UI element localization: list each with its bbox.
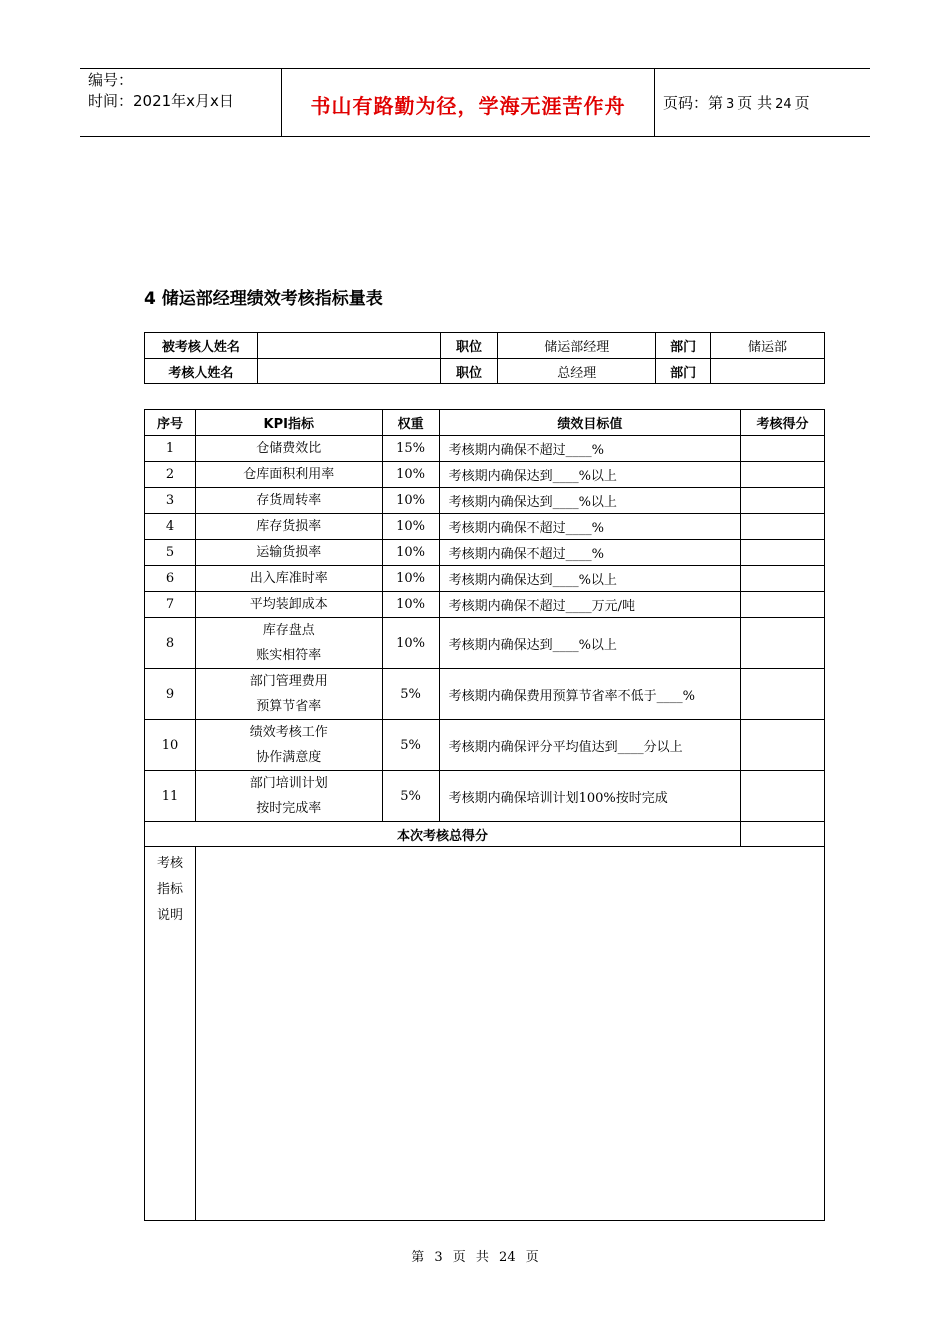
- kpi-no: 1: [145, 436, 196, 462]
- kpi-row: [145, 592, 825, 618]
- kpi-row: [145, 669, 825, 720]
- kpi-target: 考核期内确保不超过____%: [439, 540, 741, 566]
- col-header-no: 序号: [145, 410, 196, 436]
- kpi-target: 考核期内确保达到____%以上: [439, 462, 741, 488]
- kpi-name: [195, 514, 382, 540]
- kpi-target: 考核期内确保费用预算节省率不低于____%: [439, 669, 741, 720]
- kpi-name-line: 库存盘点: [262, 623, 315, 638]
- kpi-name-line: 出入库准时率: [249, 571, 328, 586]
- kpi-weight: 10%: [382, 514, 439, 540]
- kpi-score-field[interactable]: [741, 669, 825, 720]
- info-row: [145, 333, 825, 359]
- kpi-name-line: 仓库面积利用率: [243, 467, 335, 482]
- page-prefix: 页码：第: [663, 94, 724, 112]
- header-page-info: [663, 92, 810, 113]
- kpi-row: [145, 540, 825, 566]
- kpi-name: [195, 771, 382, 822]
- assessor-department-field[interactable]: [711, 359, 825, 384]
- notes-label-line: 指标: [156, 882, 183, 897]
- kpi-name-line: 仓储费效比: [256, 441, 322, 456]
- kpi-target: 考核期内确保达到____%以上: [439, 566, 741, 592]
- kpi-target: 考核期内确保评分平均值达到____分以上: [439, 720, 741, 771]
- kpi-target: 考核期内确保培训计划100%按时完成: [439, 771, 741, 822]
- kpi-target: 考核期内确保不超过____%: [439, 514, 741, 540]
- kpi-weight: 5%: [382, 669, 439, 720]
- kpi-score-field[interactable]: [741, 540, 825, 566]
- department-label: 部门: [656, 359, 711, 384]
- kpi-score-field[interactable]: [741, 566, 825, 592]
- header-top-rule: [80, 68, 870, 69]
- total-score-label: 本次考核总得分: [145, 822, 741, 847]
- kpi-name-line: 存货周转率: [256, 493, 322, 508]
- kpi-no: 11: [145, 771, 196, 822]
- kpi-row: [145, 488, 825, 514]
- col-header-weight: 权重: [382, 410, 439, 436]
- kpi-weight: 10%: [382, 462, 439, 488]
- info-row: [145, 359, 825, 384]
- kpi-row: [145, 771, 825, 822]
- kpi-score-field[interactable]: [741, 592, 825, 618]
- kpi-name-line: 库存货损率: [256, 519, 322, 534]
- kpi-weight: 5%: [382, 720, 439, 771]
- kpi-row: [145, 436, 825, 462]
- kpi-score-field[interactable]: [741, 618, 825, 669]
- kpi-no: 6: [145, 566, 196, 592]
- time-label: 时间：2021年x月x日: [88, 92, 234, 110]
- kpi-no: 7: [145, 592, 196, 618]
- col-header-kpi: KPI指标: [195, 410, 382, 436]
- page-mid: 页 共: [737, 94, 773, 112]
- assessor-name-field[interactable]: [257, 359, 440, 384]
- assessee-name-label: 被考核人姓名: [145, 333, 258, 359]
- kpi-header-row: [145, 410, 825, 436]
- kpi-name-line: 预算节省率: [256, 699, 322, 714]
- kpi-score-field[interactable]: [741, 462, 825, 488]
- kpi-name: [195, 462, 382, 488]
- assessee-department-value: 储运部: [711, 333, 825, 359]
- kpi-target: 考核期内确保达到____%以上: [439, 618, 741, 669]
- total-row: [145, 822, 825, 847]
- kpi-name-line: 部门培训计划: [249, 776, 328, 791]
- kpi-name: [195, 618, 382, 669]
- assessee-position-value: 储运部经理: [498, 333, 656, 359]
- kpi-no: 2: [145, 462, 196, 488]
- kpi-target: 考核期内确保达到____%以上: [439, 488, 741, 514]
- kpi-no: 5: [145, 540, 196, 566]
- header-bottom-rule: [80, 136, 870, 137]
- notes-label-line: 说明: [156, 908, 183, 923]
- kpi-row: [145, 618, 825, 669]
- page-footer: 第 3 页 共 24 页: [411, 1250, 539, 1265]
- kpi-name: [195, 592, 382, 618]
- kpi-name-line: 账实相符率: [256, 648, 322, 663]
- page-number: 3: [726, 97, 735, 112]
- position-label: 职位: [440, 333, 498, 359]
- notes-field[interactable]: [195, 847, 824, 1221]
- kpi-weight: 10%: [382, 488, 439, 514]
- kpi-row: [145, 462, 825, 488]
- total-score-field[interactable]: [741, 822, 825, 847]
- kpi-name-line: 部门管理费用: [249, 674, 328, 689]
- info-table: [144, 332, 825, 384]
- kpi-no: 4: [145, 514, 196, 540]
- kpi-no: 9: [145, 669, 196, 720]
- kpi-name: [195, 669, 382, 720]
- kpi-no: 10: [145, 720, 196, 771]
- kpi-target: 考核期内确保不超过____万元/吨: [439, 592, 741, 618]
- department-label: 部门: [656, 333, 711, 359]
- kpi-name-line: 协作满意度: [256, 750, 322, 765]
- kpi-row: [145, 720, 825, 771]
- kpi-target: 考核期内确保不超过____%: [439, 436, 741, 462]
- page-total: 24: [775, 97, 792, 112]
- kpi-row: [145, 514, 825, 540]
- kpi-no: 3: [145, 488, 196, 514]
- kpi-name: [195, 566, 382, 592]
- kpi-score-field[interactable]: [741, 436, 825, 462]
- section-title: 4 储运部经理绩效考核指标量表: [144, 289, 383, 309]
- kpi-weight: 10%: [382, 592, 439, 618]
- col-header-score: 考核得分: [741, 410, 825, 436]
- notes-label-line: 考核: [156, 856, 183, 871]
- kpi-weight: 5%: [382, 771, 439, 822]
- kpi-score-field[interactable]: [741, 488, 825, 514]
- notes-label: [145, 847, 196, 1221]
- kpi-name: [195, 436, 382, 462]
- kpi-name-line: 平均装卸成本: [249, 597, 328, 612]
- kpi-no: 8: [145, 618, 196, 669]
- header-meta: [88, 70, 234, 112]
- kpi-score-field[interactable]: [741, 514, 825, 540]
- page-suffix: 页: [794, 94, 810, 112]
- assessor-position-value: 总经理: [498, 359, 656, 384]
- kpi-weight: 10%: [382, 618, 439, 669]
- assessor-name-label: 考核人姓名: [145, 359, 258, 384]
- position-label: 职位: [440, 359, 498, 384]
- kpi-name: [195, 488, 382, 514]
- assessee-name-field[interactable]: [257, 333, 440, 359]
- kpi-table: [144, 409, 825, 1221]
- header-motto: 书山有路勤为径，学海无涯苦作舟: [310, 94, 626, 118]
- kpi-name-line: 按时完成率: [256, 801, 322, 816]
- kpi-name: [195, 720, 382, 771]
- kpi-name-line: 运输货损率: [256, 545, 322, 560]
- header-divider: [654, 68, 655, 136]
- kpi-weight: 10%: [382, 540, 439, 566]
- kpi-name-line: 绩效考核工作: [249, 725, 328, 740]
- code-label: 编号：: [88, 71, 134, 89]
- col-header-target: 绩效目标值: [439, 410, 741, 436]
- kpi-weight: 10%: [382, 566, 439, 592]
- notes-row: [145, 847, 825, 1221]
- kpi-name: [195, 540, 382, 566]
- kpi-weight: 15%: [382, 436, 439, 462]
- kpi-score-field[interactable]: [741, 771, 825, 822]
- kpi-score-field[interactable]: [741, 720, 825, 771]
- kpi-row: [145, 566, 825, 592]
